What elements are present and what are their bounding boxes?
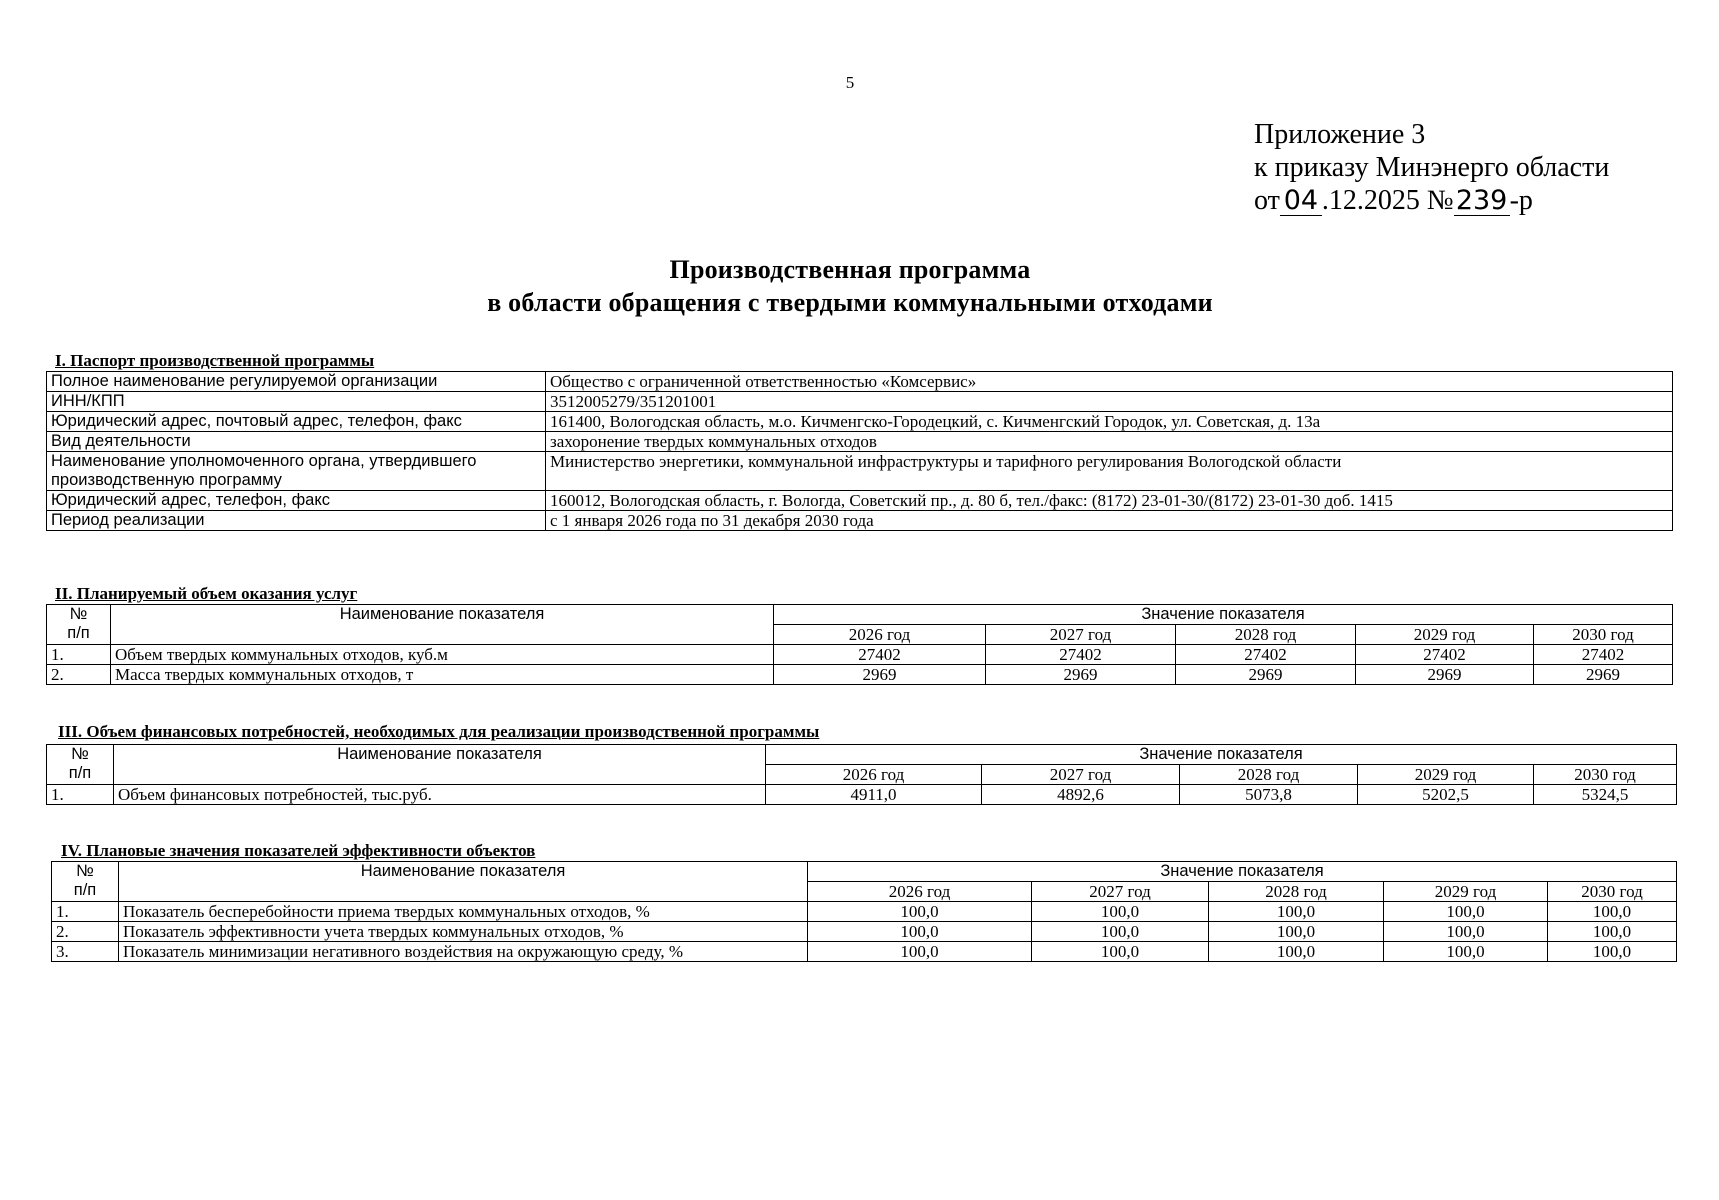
indicator-value: 100,0 [1209,922,1384,942]
indicator-value: 2969 [1176,665,1356,685]
passport-table [46,371,1673,531]
indicator-value: 5202,5 [1358,785,1534,805]
passport-label: ИНН/КПП [47,392,546,412]
table-row [47,665,1673,685]
indicator-value: 4911,0 [766,785,982,805]
year-header: 2030 год [1534,625,1673,645]
indicator-value: 100,0 [1548,922,1677,942]
indicator-name: Показатель минимизации негативного воздействия на окружающую среду, % [119,942,808,962]
indicator-value: 2969 [986,665,1176,685]
indicator-value: 27402 [1534,645,1673,665]
document-title [0,253,1700,319]
passport-row [47,491,1673,511]
passport-value: Общество с ограниченной ответственностью «Комсервис» [546,372,1673,392]
table-row [52,902,1677,922]
appendix-date-line [1254,184,1609,217]
passport-label: Юридический адрес, почтовый адрес, телефон, факс [47,412,546,432]
indicator-value: 100,0 [1032,942,1209,962]
indicator-name-header: Наименование показателя [114,745,766,785]
indicator-name: Объем финансовых потребностей, тыс.руб. [114,785,766,805]
year-header: 2028 год [1180,765,1358,785]
indicator-value: 100,0 [1384,942,1548,962]
indicator-value: 2969 [774,665,986,685]
indicator-value: 2969 [1534,665,1673,685]
header-row [47,745,1677,765]
value-header: Значение показателя [774,605,1673,625]
handwritten-day: 04 [1280,187,1322,216]
year-header: 2029 год [1356,625,1534,645]
number-header-line1: № [76,862,94,880]
year-header: 2030 год [1534,765,1677,785]
passport-value: 160012, Вологодская область, г. Вологда, Советский пр., д. 80 б, тел./факс: (8172) 23-01-30/(8172) 23-01-30 доб. 1415 [546,491,1673,511]
indicator-name: Объем твердых коммунальных отходов, куб.м [111,645,774,665]
row-number: 1. [52,902,119,922]
year-header: 2028 год [1176,625,1356,645]
table-row [47,785,1677,805]
row-number: 2. [47,665,111,685]
number-header-line2: п/п [73,881,97,899]
indicator-value: 27402 [774,645,986,665]
passport-row [47,412,1673,432]
passport-label: Период реализации [47,511,546,531]
indicator-value: 100,0 [1384,922,1548,942]
indicator-name: Показатель бесперебойности приема твердых коммунальных отходов, % [119,902,808,922]
header-row [47,605,1673,625]
appendix-header [1254,118,1609,217]
number-header-line2: п/п [67,624,90,642]
passport-value: Министерство энергетики, коммунальной инфраструктуры и тарифного регулирования Вологодской области [546,452,1673,491]
value-header: Значение показателя [808,862,1677,882]
indicator-value: 100,0 [1384,902,1548,922]
indicator-value: 27402 [986,645,1176,665]
indicator-name: Масса твердых коммунальных отходов, т [111,665,774,685]
passport-label: Полное наименование регулируемой организации [47,372,546,392]
passport-row [47,511,1673,531]
efficiency-indicators-table [51,861,1677,962]
year-header: 2030 год [1548,882,1677,902]
section3-title: III. Объем финансовых потребностей, необходимых для реализации производственной программы [58,722,820,741]
indicator-name-header: Наименование показателя [119,862,808,902]
table-row [52,942,1677,962]
indicator-value: 100,0 [1209,942,1384,962]
year-header: 2026 год [808,882,1032,902]
appendix-line1: Приложение 3 [1254,119,1426,150]
indicator-value: 100,0 [1209,902,1384,922]
row-number: 2. [52,922,119,942]
indicator-value: 100,0 [808,902,1032,922]
indicator-name: Показатель эффективности учета твердых коммунальных отходов, % [119,922,808,942]
passport-row [47,392,1673,412]
page-number: 5 [845,73,855,92]
indicator-name-header: Наименование показателя [111,605,774,645]
order-suffix: -р [1509,185,1533,216]
year-header: 2028 год [1209,882,1384,902]
indicator-value: 4892,6 [982,785,1180,805]
year-header: 2027 год [982,765,1180,785]
year-header: 2026 год [774,625,986,645]
appendix-line2: к приказу Минэнерго области [1254,152,1610,183]
year-header: 2029 год [1384,882,1548,902]
passport-label: Вид деятельности [47,432,546,452]
passport-row [47,432,1673,452]
year-header: 2027 год [1032,882,1209,902]
date-prefix: от [1254,185,1280,216]
passport-value: захоронение твердых коммунальных отходов [546,432,1673,452]
section1-title: I. Паспорт производственной программы [55,351,375,370]
header-row [52,862,1677,882]
year-header: 2026 год [766,765,982,785]
row-number: 1. [47,785,114,805]
indicator-value: 5324,5 [1534,785,1677,805]
section4-title: IV. Плановые значения показателей эффективности объектов [61,841,536,860]
passport-value: 3512005279/351201001 [546,392,1673,412]
passport-row [47,452,1673,491]
indicator-value: 100,0 [1032,902,1209,922]
services-volume-table [46,604,1673,685]
handwritten-order-number: 239 [1454,187,1510,216]
indicator-value: 27402 [1176,645,1356,665]
title-line2: в области обращения с твердыми коммунальными отходами [487,288,1213,317]
indicator-value: 27402 [1356,645,1534,665]
section2-title: II. Планируемый объем оказания услуг [55,584,358,603]
number-header-line1: № [69,605,88,623]
financial-needs-table [46,744,1677,805]
passport-value: 161400, Вологодская область, м.о. Кичменгско-Городецкий, с. Кичменгский Городок, ул. Советская, д. 13а [546,412,1673,432]
passport-label: Наименование уполномоченного органа, утвердившего производственную программу [47,452,546,491]
passport-value: с 1 января 2026 года по 31 декабря 2030 года [546,511,1673,531]
passport-label: Юридический адрес, телефон, факс [47,491,546,511]
number-header-line2: п/п [68,764,92,782]
number-header-line1: № [71,745,89,763]
year-header: 2027 год [986,625,1176,645]
table-row [52,922,1677,942]
value-header: Значение показателя [766,745,1677,765]
date-rest: .12.2025 № [1321,185,1454,216]
table-row [47,645,1673,665]
indicator-value: 100,0 [1032,922,1209,942]
indicator-value: 100,0 [808,922,1032,942]
row-number: 3. [52,942,119,962]
number-header [52,862,119,902]
passport-row [47,372,1673,392]
row-number: 1. [47,645,111,665]
year-header: 2029 год [1358,765,1534,785]
indicator-value: 100,0 [1548,942,1677,962]
number-header [47,605,111,645]
indicator-value: 100,0 [1548,902,1677,922]
indicator-value: 100,0 [808,942,1032,962]
title-line1: Производственная программа [669,255,1031,284]
indicator-value: 5073,8 [1180,785,1358,805]
number-header [47,745,114,785]
indicator-value: 2969 [1356,665,1534,685]
